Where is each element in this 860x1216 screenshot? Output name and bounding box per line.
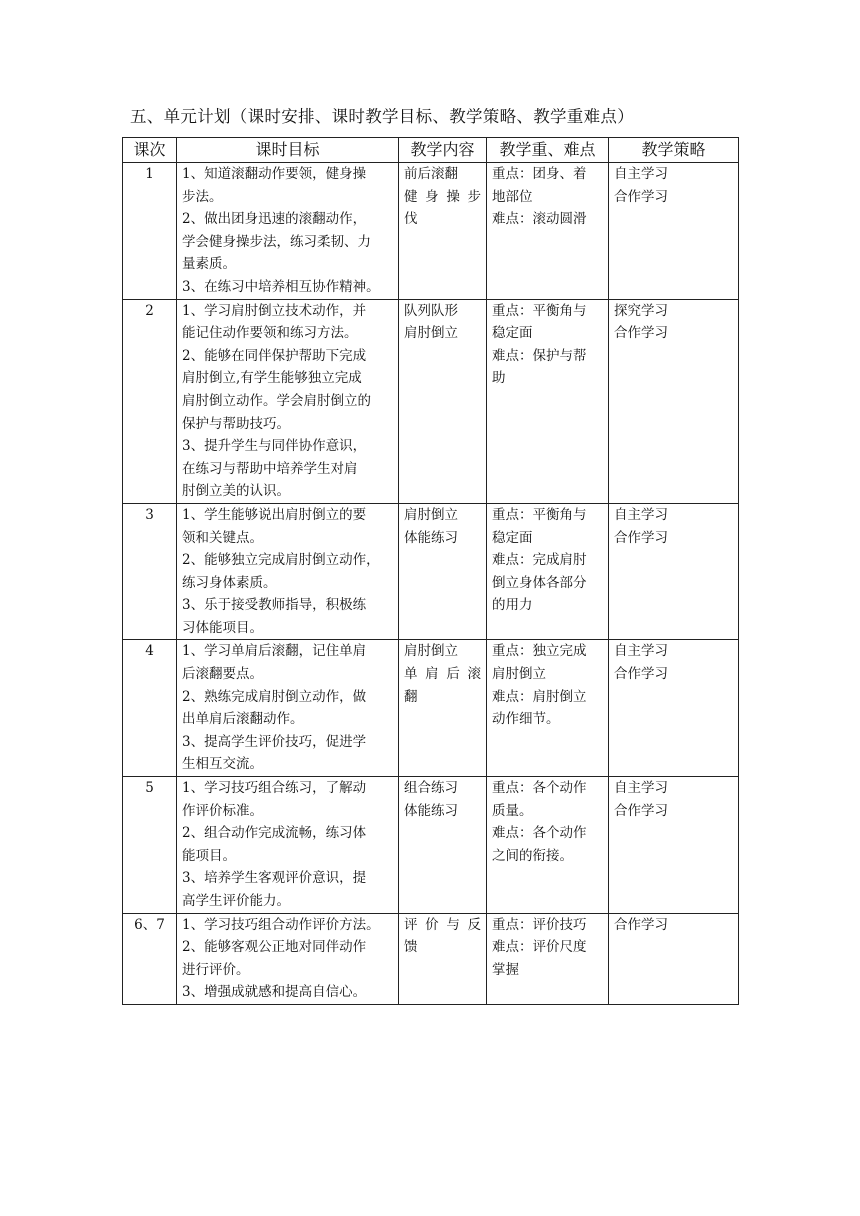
- key-point-line: 倒立身体各部分: [492, 574, 587, 591]
- header-lesson: 课次: [123, 138, 177, 163]
- goal-line: 出单肩后滚翻动作。: [182, 711, 304, 728]
- lesson-strategy: [609, 163, 739, 300]
- key-point-line: 重点：独立完成: [492, 643, 587, 660]
- section-heading: 五、单元计划（课时安排、课时教学目标、教学策略、教学重难点）: [130, 107, 634, 126]
- goal-line: 步法。: [182, 188, 223, 205]
- lesson-number: 5: [123, 777, 177, 914]
- table-row: [123, 640, 739, 777]
- goal-line: 肩肘倒立,有学生能够独立完成: [182, 370, 362, 387]
- header-goals: 课时目标: [177, 138, 399, 163]
- key-point-line: 稳定面: [492, 529, 533, 546]
- content-line: 馈: [404, 939, 418, 956]
- key-point-line: 重点：平衡角与: [492, 302, 587, 319]
- header-strategy: 教学策略: [609, 138, 739, 163]
- strategy-line: 自主学习: [614, 780, 668, 797]
- key-point-line: 助: [492, 370, 506, 387]
- key-point-line: 难点：评价尺度: [492, 939, 587, 956]
- header-key-points: 教学重、难点: [487, 138, 609, 163]
- key-point-line: 重点：团身、着: [492, 166, 587, 182]
- key-point-line: 难点：各个动作: [492, 825, 587, 842]
- goal-line: 生相互交流。: [182, 756, 263, 773]
- lesson-content: [399, 913, 487, 1004]
- lesson-key-points: [487, 163, 609, 300]
- key-point-line: 重点：平衡角与: [492, 506, 587, 523]
- content-line: 单肩后滚: [404, 666, 481, 683]
- goal-line: 2、能够在同伴保护帮助下完成: [182, 347, 367, 364]
- lesson-key-points: [487, 913, 609, 1004]
- goal-line: 2、能够独立完成肩肘倒立动作，: [182, 552, 380, 569]
- lesson-goals: [177, 777, 399, 914]
- goal-line: 习体能项目。: [182, 619, 263, 636]
- lesson-content: [399, 163, 487, 300]
- goal-line: 肘倒立美的认识。: [182, 483, 290, 500]
- goal-line: 能项目。: [182, 847, 236, 864]
- table-header-row: [123, 138, 739, 163]
- lesson-number: 4: [123, 640, 177, 777]
- content-line: 伐: [404, 211, 418, 228]
- key-point-line: 动作细节。: [492, 711, 560, 728]
- key-point-line: 的用力: [492, 597, 533, 614]
- goal-line: 3、乐于接受教师指导，积极练: [182, 597, 367, 614]
- table-row: [123, 163, 739, 300]
- lesson-strategy: [609, 913, 739, 1004]
- lesson-strategy: [609, 777, 739, 914]
- goal-line: 领和关键点。: [182, 529, 263, 546]
- strategy-line: 自主学习: [614, 166, 668, 182]
- header-content: 教学内容: [399, 138, 487, 163]
- lesson-number: 2: [123, 299, 177, 503]
- goal-line: 进行评价。: [182, 961, 250, 978]
- goal-line: 量素质。: [182, 256, 236, 273]
- table-row: [123, 503, 739, 640]
- unit-plan-table: [122, 137, 739, 1005]
- strategy-line: 自主学习: [614, 506, 668, 523]
- key-point-line: 难点：完成肩肘: [492, 552, 587, 569]
- key-point-line: 掌握: [492, 961, 519, 978]
- table-row: [123, 777, 739, 914]
- lesson-number: 1: [123, 163, 177, 300]
- goal-line: 练习身体素质。: [182, 574, 277, 591]
- key-point-line: 肩肘倒立: [492, 666, 546, 683]
- content-line: 肩肘倒立: [404, 325, 458, 342]
- key-point-line: 地部位: [492, 188, 533, 205]
- key-point-line: 重点：评价技巧: [492, 916, 587, 933]
- lesson-strategy: [609, 299, 739, 503]
- lesson-key-points: [487, 299, 609, 503]
- goal-line: 后滚翻要点。: [182, 666, 263, 683]
- lesson-number: 6、7: [123, 913, 177, 1004]
- goal-line: 能记住动作要领和练习方法。: [182, 325, 358, 342]
- table-row: [123, 913, 739, 1004]
- goal-line: 2、能够客观公正地对同伴动作: [182, 939, 367, 956]
- goal-line: 3、提升学生与同伴协作意识，: [182, 438, 367, 455]
- lesson-goals: [177, 299, 399, 503]
- key-point-line: 难点：保护与帮: [492, 347, 587, 364]
- lesson-strategy: [609, 503, 739, 640]
- key-point-line: 难点：滚动圆滑: [492, 211, 587, 228]
- lesson-strategy: [609, 640, 739, 777]
- lesson-content: [399, 777, 487, 914]
- lesson-number: 3: [123, 503, 177, 640]
- goal-line: 在练习与帮助中培养学生对肩: [182, 460, 358, 477]
- goal-line: 1、学习技巧组合练习，了解动: [182, 780, 367, 797]
- goal-line: 3、增强成就感和提高自信心。: [182, 984, 367, 1001]
- lesson-content: [399, 503, 487, 640]
- table-row: [123, 299, 739, 503]
- key-point-line: 之间的衔接。: [492, 847, 573, 864]
- strategy-line: 合作学习: [614, 188, 668, 205]
- goal-line: 1、学习单肩后滚翻，记住单肩: [182, 643, 367, 660]
- strategy-line: 合作学习: [614, 916, 668, 933]
- goal-line: 肩肘倒立动作。学会肩肘倒立的: [182, 392, 371, 409]
- goal-line: 高学生评价能力。: [182, 893, 290, 909]
- content-line: 翻: [404, 688, 418, 705]
- lesson-content: [399, 640, 487, 777]
- lesson-goals: [177, 163, 399, 300]
- lesson-goals: [177, 913, 399, 1004]
- goal-line: 保护与帮助技巧。: [182, 415, 290, 432]
- goal-line: 1、学习肩肘倒立技术动作，并: [182, 302, 367, 319]
- content-line: 体能练习: [404, 802, 458, 819]
- strategy-line: 合作学习: [614, 325, 668, 342]
- lesson-content: [399, 299, 487, 503]
- key-point-line: 质量。: [492, 802, 533, 819]
- strategy-line: 合作学习: [614, 666, 668, 683]
- content-line: 体能练习: [404, 529, 458, 546]
- strategy-line: 自主学习: [614, 643, 668, 660]
- goal-line: 1、学生能够说出肩肘倒立的要: [182, 506, 367, 523]
- key-point-line: 稳定面: [492, 325, 533, 342]
- lesson-key-points: [487, 640, 609, 777]
- goal-line: 3、提高学生评价技巧，促进学: [182, 733, 367, 750]
- goal-line: 1、知道滚翻动作要领，健身操: [182, 166, 367, 182]
- goal-line: 2、做出团身迅速的滚翻动作，: [182, 211, 367, 228]
- goal-line: 2、组合动作完成流畅，练习体: [182, 825, 367, 842]
- goal-line: 学会健身操步法，练习柔韧、力: [182, 233, 371, 250]
- content-line: 队列队形: [404, 302, 458, 319]
- goal-line: 作评价标准。: [182, 802, 263, 819]
- lesson-goals: [177, 503, 399, 640]
- content-line: 肩肘倒立: [404, 643, 458, 660]
- key-point-line: 重点：各个动作: [492, 780, 587, 797]
- lesson-goals: [177, 640, 399, 777]
- strategy-line: 合作学习: [614, 802, 668, 819]
- key-point-line: 难点：肩肘倒立: [492, 688, 587, 705]
- goal-line: 3、培养学生客观评价意识，提: [182, 870, 367, 887]
- lesson-key-points: [487, 503, 609, 640]
- content-line: 肩肘倒立: [404, 506, 458, 523]
- content-line: 健身操步: [404, 188, 481, 205]
- strategy-line: 合作学习: [614, 529, 668, 546]
- content-line: 前后滚翻: [404, 166, 458, 182]
- content-line: 组合练习: [404, 780, 458, 797]
- goal-line: 3、在练习中培养相互协作精神。: [182, 278, 380, 295]
- goal-line: 1、学习技巧组合动作评价方法。: [182, 916, 380, 933]
- content-line: 评价与反: [404, 916, 481, 933]
- lesson-key-points: [487, 777, 609, 914]
- goal-line: 2、熟练完成肩肘倒立动作，做: [182, 688, 367, 705]
- strategy-line: 探究学习: [614, 302, 668, 319]
